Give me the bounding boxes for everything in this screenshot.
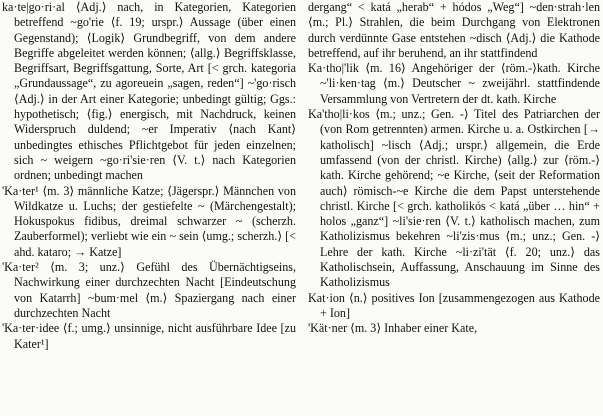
entry-kateridee: 'Ka·ter·idee ⟨f.; umg.⟩ unsinnige, nicht ausführbare Idee [zu Kater¹] [2, 321, 296, 351]
entry-kation: Kat·ion ⟨n.⟩ positives Ion [zusammengezogen aus Kathode + Ion] [308, 290, 600, 320]
right-column [308, 0, 600, 416]
entry-kater-2: 'Ka·ter² ⟨m. 3; unz.⟩ Gefühl des Übernächtigseins, Nachwirkung einer durchzechten Nacht [Eindeutschung von Katarrh] ~bum·mel ⟨m.⟩ Spaziergang nach einer durchzechten Nacht [2, 260, 296, 320]
left-column [2, 0, 296, 416]
entry-kater-1: 'Ka·ter¹ ⟨m. 3⟩ männliche Katze; ⟨Jägerspr.⟩ Männchen von Wildkatze u. Luchs; der gestiefelte ~ (Märchengestalt); Hokuspokus fidibus, dreimal schwarzer ~ (scherzh. Zauberformel); verliebt wie ein ~ sein ⟨umg.; scherzh.⟩ [< ahd. kataro; → Katze] [2, 183, 296, 259]
entry-kaetner: 'Kät·ner ⟨m. 3⟩ Inhaber einer Kate, [308, 321, 478, 336]
entry-katholik: Ka·tho|'lik ⟨m. 16⟩ Angehöriger der ⟨röm.-⟩kath. Kirche ~'li·ken·tag ⟨m.⟩ Deutscher ~ zweijährl. stattfindende Versammlung von Vertretern der dt. kath. Kirche [308, 61, 600, 106]
entry-kathode-continued: dergang“ < katá „herab“ + hódos „Weg“] ~den·strah·len ⟨m.; Pl.⟩ Strahlen, die beim Durchgang von Elektronen durch verdünnte Gase entstehen ~disch ⟨Adj.⟩ die Kathode betreffend, auf ihr beruhend, an ihr stattfindend [308, 0, 600, 60]
entry-katholikos: Ka'tho|li·kos ⟨m.; unz.; Gen. -⟩ Titel des Patriarchen der (von Rom getrennten) armen. Kirche u. a. Ostkirchen [→ katholisch] ~lisch ⟨Adj.; urspr.⟩ allgemein, die Erde umfassend (von der christl. Kirche) ⟨allg.⟩ zur ⟨röm.-⟩kath. Kirche gehörend; ~e Kirche, ⟨seit der Reformation auch⟩ römisch-~e Kirche die dem Papst unterstehende christl. Kirche [< grch. katholikós < katá „über … hin“ + holos „ganz“] ~li'sie·ren ⟨V. t.⟩ katholisch machen, zum Katholizismus bekehren ~li'zis·mus ⟨m.; unz.; Gen. -⟩ Lehre der kath. Kirche ~li·zi'tät ⟨f. 20; unz.⟩ das Katholischsein, Auffassung, Anschauung im Sinne des Katholizismus [308, 107, 600, 290]
entry-kategorial: ka·te|go·ri·al ⟨Adj.⟩ nach, in Kategorien, Kategorien betreffend ~go'rie ⟨f. 19; urspr.⟩ Aussage (über einen Gegenstand); ⟨Logik⟩ Grundbegriff, von dem andere Begriffe abgeleitet werden können; ⟨allg.⟩ Begriffsklasse, Begriffsart, Begriffsgattung, Sorte, Art [< grch. kategoria „Grundaussage“, zu agoreuein „sagen, reden“] ~'go·risch ⟨Adj.⟩ in der Art einer Kategorie; unbedingt gültig; Ggs.: hypothetisch; ⟨fig.⟩ energisch, mit Nachdruck, keinen Widerspruch duldend; ~er Imperativ ⟨nach Kant⟩ unbedingtes ethisches Pflichtgebot für jeden einzelnen; sich ~ weigern ~go·ri'sie·ren ⟨V. t.⟩ nach Kategorien ordnen; unbedingt machen [2, 0, 296, 183]
